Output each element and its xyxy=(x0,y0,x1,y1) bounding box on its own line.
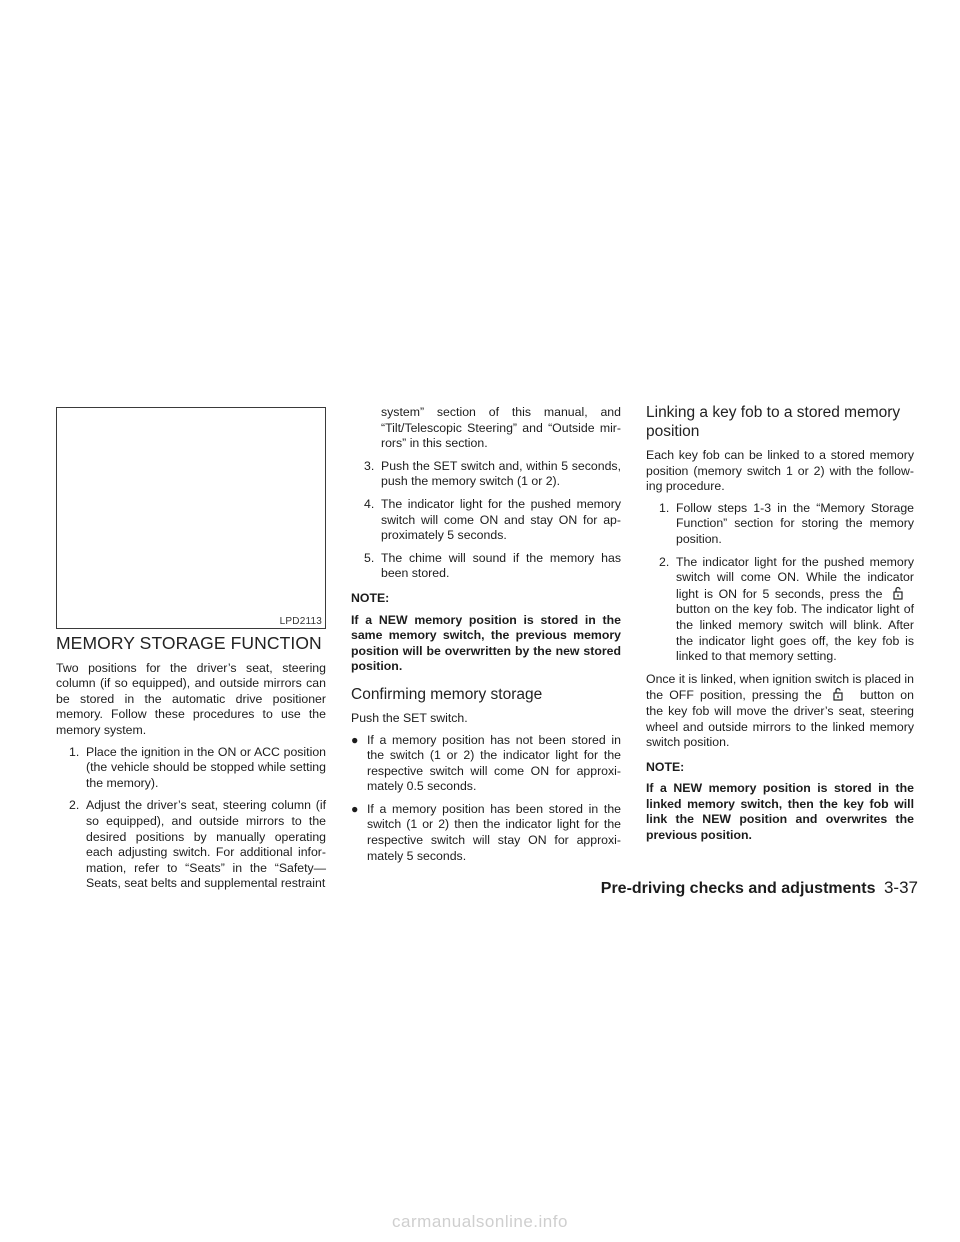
linking-intro: Each key fob can be linked to a stored memory position (memory switch 1 or 2) with the follow- ing procedure. xyxy=(646,448,914,494)
step-text: Place the ignition in the ON or ACC position (the vehicle should be stopped while setting the memory). xyxy=(86,744,326,790)
step-text: Push the SET switch and, within 5 seconds, push the memory switch (1 or 2). xyxy=(381,458,621,489)
step-number: 4. xyxy=(364,496,375,511)
step-text: The chime will sound if the memory has been stored. xyxy=(381,550,621,581)
linking-after-a: Once it is linked, when ignition switch is placed in the OFF position, pressing the xyxy=(646,671,914,703)
note-body: If a NEW memory position is stored in the same memory switch, the previous memory position will be overwritten by the new stored position. xyxy=(351,612,621,674)
step-text-a: The indicator light for the pushed memory switch will come ON. While the indicator light is ON for 5 seconds, press the xyxy=(676,554,914,601)
confirming-bullets xyxy=(351,733,621,865)
list-item xyxy=(56,745,326,792)
bullet-icon: ● xyxy=(351,732,359,747)
note-heading: NOTE: xyxy=(351,590,390,605)
memory-steps-list-b xyxy=(351,405,621,582)
list-item xyxy=(351,497,621,544)
figure-label: LPD2113 xyxy=(279,616,322,627)
figure-lpd2113 xyxy=(56,407,326,629)
step-text-b: button on the key fob. The indicator light of the linked memory switch will blink. After the indicator light goes off, the key fob is linked to that memory setting. xyxy=(676,602,914,664)
column-3 xyxy=(646,403,914,854)
linking-after-b: button on the key fob will move the driver’s seat, steering wheel and outside mirrors to the linked memory switch position. xyxy=(646,688,914,750)
page-number: 3-37 xyxy=(883,878,918,897)
list-item xyxy=(56,798,326,892)
memory-storage-intro: Two positions for the driver’s seat, steering column (if so equipped), and outside mirrors can be stored in the automatic drive positioner memory. Follow these procedures to use the memory system. xyxy=(56,660,326,737)
list-item xyxy=(351,733,621,795)
column-1 xyxy=(56,633,326,899)
bullet-text: If a memory position has been stored in the switch (1 or 2) then the indicator light for the respective switch will stay ON for approxi- mately 5 seconds. xyxy=(367,801,621,863)
page-footer xyxy=(601,878,918,898)
linking-after xyxy=(646,672,914,751)
list-item xyxy=(351,802,621,864)
step-text: The indicator light for the pushed memory switch will come ON and stay ON for ap- proximately 5 seconds. xyxy=(381,496,621,543)
step-number: 1. xyxy=(69,744,80,759)
list-item xyxy=(646,501,914,548)
list-item xyxy=(351,405,621,452)
watermark: carmanualsonline.info xyxy=(392,1212,568,1231)
bullet-text: If a memory position has not been stored in the switch (1 or 2) the indicator light for the respective switch will come ON for approxi- mately 0.5 seconds. xyxy=(367,732,621,794)
step-text: Adjust the driver’s seat, steering column (if so equipped), and outside mirrors to the desired positions by manually operating each adjusting switch. For additional infor- mation, refer to “Seats” in the “Safety— Seats, seat belts and supplemental restraint xyxy=(86,798,326,891)
footer-section-title: Pre-driving checks and adjustments xyxy=(600,880,876,897)
note-heading: NOTE: xyxy=(646,759,685,774)
column-2 xyxy=(351,405,621,871)
list-item xyxy=(646,555,914,665)
confirming-intro: Push the SET switch. xyxy=(351,710,468,725)
linking-heading: Linking a key fob to a stored memory position xyxy=(646,404,901,440)
step-number: 3. xyxy=(364,458,375,473)
linking-steps xyxy=(646,501,914,665)
step-number: 5. xyxy=(364,550,375,565)
list-item xyxy=(351,459,621,490)
key-fob-unlock-icon xyxy=(892,586,904,600)
step-number: 1. xyxy=(659,500,670,515)
bullet-icon: ● xyxy=(351,801,359,816)
key-fob-unlock-icon xyxy=(832,687,844,701)
note-body: If a NEW memory position is stored in the linked memory switch, then the key fob will link the NEW position and overwrites the previous position. xyxy=(646,781,914,843)
step-text: Follow steps 1-3 in the “Memory Storage Function” section for storing the memory position. xyxy=(676,500,914,546)
step-number: 2. xyxy=(69,798,80,813)
step-number: 2. xyxy=(659,554,670,569)
confirming-heading: Confirming memory storage xyxy=(351,685,543,703)
step-text: system” section of this manual, and “Tilt/Telescopic Steering” and “Outside mir- rors” in this section. xyxy=(381,405,621,451)
memory-steps-list-a xyxy=(56,745,326,892)
memory-storage-heading: MEMORY STORAGE FUNCTION xyxy=(56,633,322,653)
list-item xyxy=(351,551,621,582)
